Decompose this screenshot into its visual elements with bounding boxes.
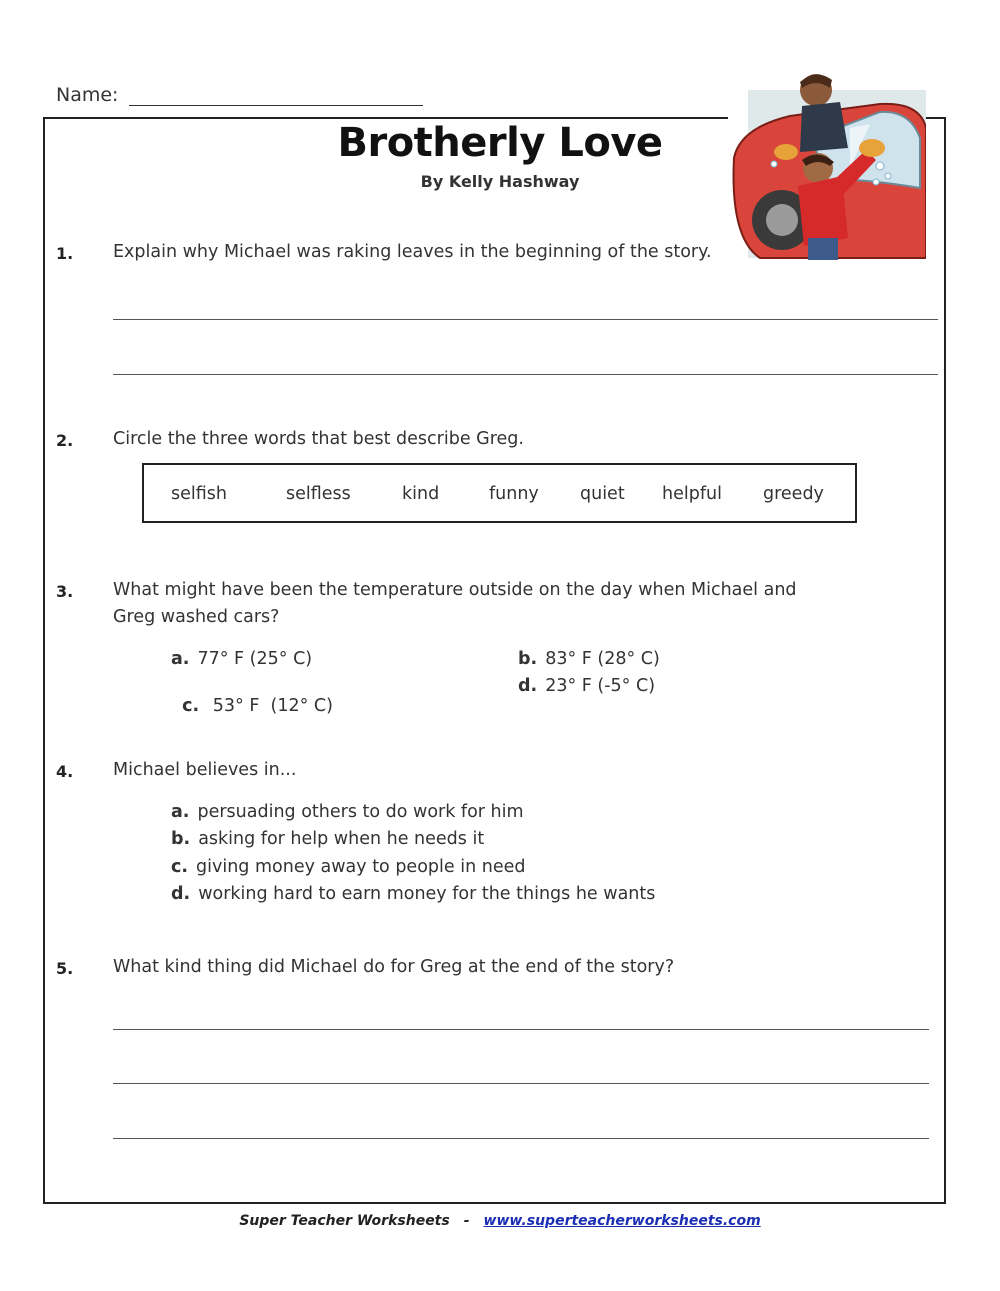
author-byline: By Kelly Hashway	[420, 172, 580, 191]
option-letter: a.	[171, 802, 190, 822]
word-bank-word[interactable]: selfish	[171, 484, 227, 504]
q4-option-a[interactable]	[171, 802, 524, 822]
q3-option-b[interactable]	[518, 649, 660, 669]
question-5-number: 5.	[56, 959, 74, 978]
word-bank-word[interactable]: selfless	[286, 484, 351, 504]
name-field[interactable]	[56, 84, 423, 106]
option-text: 23° F (-5° C)	[545, 676, 656, 696]
question-4-text: Michael believes in...	[113, 760, 297, 780]
q3-option-a[interactable]	[171, 649, 312, 669]
answer-line[interactable]	[113, 319, 938, 320]
publisher-name: Super Teacher Worksheets	[239, 1213, 450, 1229]
option-text: working hard to earn money for the things he wants	[198, 884, 656, 904]
word-bank-word[interactable]: quiet	[580, 484, 625, 504]
q4-option-c[interactable]	[171, 857, 525, 877]
question-3-number: 3.	[56, 582, 74, 601]
option-letter: a.	[171, 649, 190, 669]
option-letter: d.	[171, 884, 191, 904]
option-text: asking for help when he needs it	[198, 829, 485, 849]
answer-line[interactable]	[113, 1083, 929, 1084]
question-4-number: 4.	[56, 762, 74, 781]
option-text: giving money away to people in need	[196, 857, 526, 877]
name-label: Name:	[56, 84, 119, 106]
option-text: 83° F (28° C)	[545, 649, 660, 669]
question-2-text: Circle the three words that best describe Greg.	[113, 429, 524, 449]
word-bank-word[interactable]: funny	[489, 484, 539, 504]
option-text: 53° F (12° C)	[207, 696, 333, 716]
question-2-number: 2.	[56, 431, 74, 450]
word-bank-word[interactable]: kind	[402, 484, 440, 504]
word-bank-word[interactable]: greedy	[763, 484, 824, 504]
question-1-text: Explain why Michael was raking leaves in the beginning of the story.	[113, 242, 712, 262]
q4-option-b[interactable]	[171, 829, 484, 849]
q3-option-d[interactable]	[518, 676, 655, 696]
option-letter: c.	[182, 696, 200, 716]
q3-option-c[interactable]	[171, 676, 333, 716]
option-letter: b.	[518, 649, 538, 669]
option-letter: d.	[518, 676, 538, 696]
footer-separator: -	[463, 1213, 470, 1229]
footer	[0, 1213, 1000, 1229]
question-5-text: What kind thing did Michael do for Greg at the end of the story?	[113, 957, 675, 977]
option-letter: c.	[171, 857, 189, 877]
question-1-number: 1.	[56, 244, 74, 263]
name-blank-line[interactable]	[129, 87, 423, 106]
answer-line[interactable]	[113, 1138, 929, 1139]
boys-washing-car-illustration	[730, 68, 926, 260]
option-text: persuading others to do work for him	[197, 802, 524, 822]
answer-line[interactable]	[113, 1029, 929, 1030]
answer-line[interactable]	[113, 374, 938, 375]
publisher-link[interactable]: www.superteacherworksheets.com	[483, 1213, 761, 1229]
option-text: 77° F (25° C)	[197, 649, 313, 669]
question-3-text-line2: Greg washed cars?	[113, 607, 280, 627]
q4-option-d[interactable]	[171, 884, 655, 904]
question-3-text-line1: What might have been the temperature outside on the day when Michael and	[113, 580, 797, 600]
option-letter: b.	[171, 829, 191, 849]
word-bank-word[interactable]: helpful	[662, 484, 722, 504]
worksheet-title: Brotherly Love	[337, 120, 663, 166]
